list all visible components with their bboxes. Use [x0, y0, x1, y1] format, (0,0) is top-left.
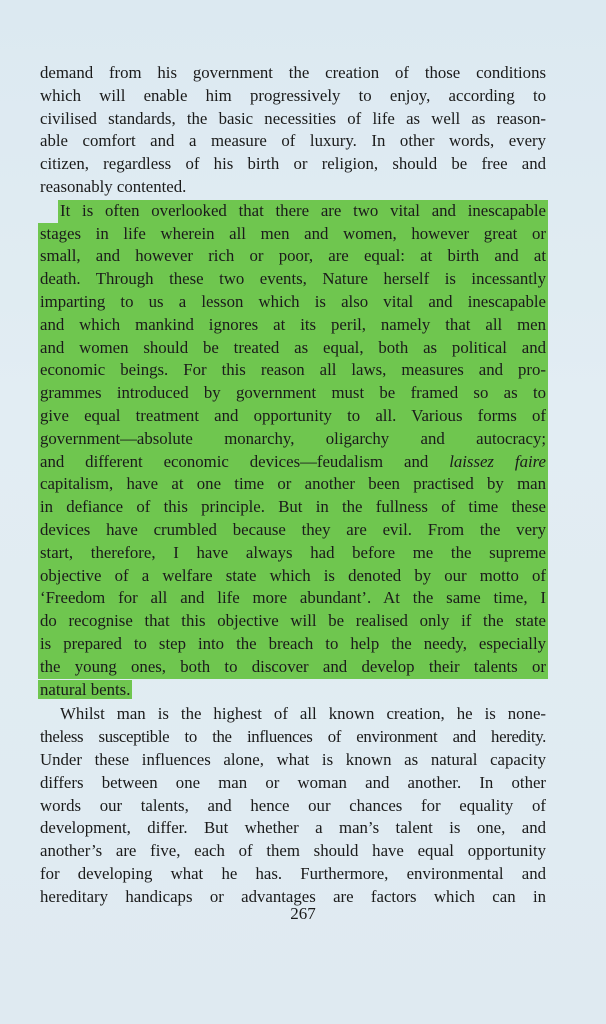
highlighted-line: ‘Freedom for all and life more abundant’. At the same time, I: [38, 587, 548, 610]
highlighted-line: government—absolute monarchy, oligarchy and autocracy;: [38, 428, 548, 451]
highlighted-text: natural bents.: [40, 679, 131, 699]
paragraph-1: [40, 62, 546, 199]
text-line: development, differ. But whether a man’s talent is one, and: [40, 818, 546, 838]
text-line: Whilst man is the highest of all known creation, he is none-: [60, 704, 546, 724]
text-line: another’s are five, each of them should have equal opportunity: [40, 841, 546, 861]
highlighted-line: the young ones, both to discover and develop their talents or: [38, 656, 548, 679]
text-line: theless susceptible to the influences of environment and heredity.: [40, 727, 546, 747]
highlighted-line: and which mankind ignores at its peril, namely that all men: [38, 314, 548, 337]
highlighted-line: objective of a welfare state which is denoted by our motto of: [38, 565, 548, 588]
italic-phrase: laissez faire: [449, 451, 546, 471]
highlighted-line: do recognise that this objective will be realised only if the state: [38, 610, 548, 633]
highlighted-line: It is often overlooked that there are two vital and inescapable: [58, 200, 548, 223]
paragraph-3: [40, 703, 546, 908]
text-line: civilised standards, the basic necessities of life as well as reason-: [40, 108, 546, 128]
page-number: 267: [290, 904, 316, 923]
highlighted-line: in defiance of this principle. But in the fullness of time these: [38, 496, 548, 519]
highlighted-line: imparting to us a lesson which is also vital and inescapable: [38, 291, 548, 314]
text-line: reasonably contented.: [40, 176, 187, 196]
page-body-text: [40, 62, 546, 908]
text-line: citizen, regardless of his birth or religion, should be free and: [40, 154, 546, 174]
highlighted-line: death. Through these two events, Nature herself is incessantly: [38, 268, 548, 291]
text-line: for developing what he has. Furthermore, environmental and: [40, 863, 546, 883]
text-line: demand from his government the creation of those conditions: [40, 63, 546, 82]
highlighted-line: stages in life wherein all men and women, however great or: [38, 223, 548, 246]
highlighted-line: start, therefore, I have always had before me the supreme: [38, 542, 548, 565]
highlighted-line: small, and however rich or poor, are equal: at birth and at: [38, 245, 548, 268]
highlighted-line: economic beings. For this reason all laws, measures and pro-: [38, 359, 548, 382]
highlighted-line: [40, 679, 546, 702]
text-line: hereditary handicaps or advantages are factors which can in: [40, 886, 546, 906]
text-line: words our talents, and hence our chances for equality of: [40, 795, 546, 815]
highlighted-line: and different economic devices—feudalism and laissez faire: [38, 451, 548, 474]
highlighted-line: is prepared to step into the breach to help the needy, especially: [38, 633, 548, 656]
highlighted-line: grammes introduced by government must be framed so as to: [38, 382, 548, 405]
highlighted-line: capitalism, have at one time or another been practised by man: [38, 473, 548, 496]
text-line: which will enable him progressively to enjoy, according to: [40, 85, 546, 105]
highlighted-line: and women should be treated as equal, both as political and: [38, 337, 548, 360]
highlighted-line: devices have crumbled because they are evil. From the very: [38, 519, 548, 542]
text-line: able comfort and a measure of luxury. In other words, every: [40, 131, 546, 151]
highlighted-line: give equal treatment and opportunity to all. Various forms of: [38, 405, 548, 428]
text-line: Under these influences alone, what is known as natural capacity: [40, 749, 546, 769]
paragraph-2-highlighted: [40, 200, 546, 702]
text-line: differs between one man or woman and another. In other: [40, 772, 546, 792]
